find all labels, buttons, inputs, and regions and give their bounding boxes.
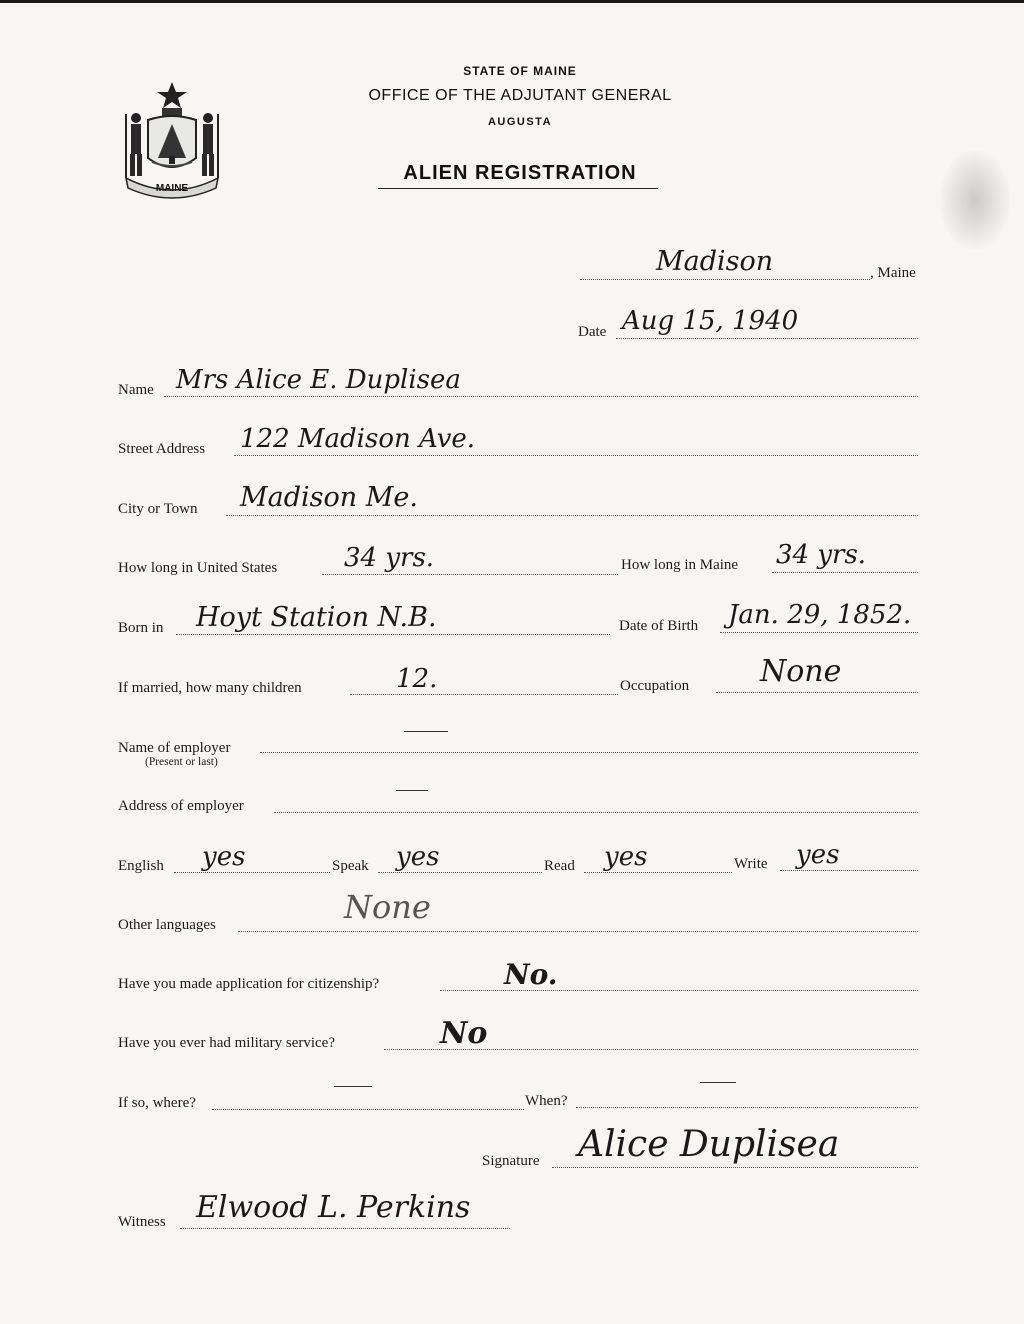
speak-label: Speak <box>332 858 369 874</box>
date-label: Date <box>578 324 607 340</box>
where-line <box>212 1109 524 1110</box>
witness-value: Elwood L. Perkins <box>196 1190 471 1225</box>
occupation-line <box>716 692 918 693</box>
dob-label: Date of Birth <box>619 618 699 634</box>
citizenship-value: No. <box>504 958 558 991</box>
employer-sublabel: (Present or last) <box>145 756 218 768</box>
street-label: Street Address <box>118 441 206 457</box>
signature-label: Signature <box>482 1153 540 1169</box>
where-label: If so, where? <box>118 1095 196 1111</box>
maine-line <box>772 572 918 573</box>
english-line <box>174 872 330 873</box>
us-label: How long in United States <box>118 560 278 576</box>
employer-value-mark <box>404 731 448 732</box>
when-label: When? <box>525 1093 568 1109</box>
read-value: yes <box>604 842 648 872</box>
maine-label: How long in Maine <box>621 557 739 573</box>
signature-value: Alice Duplisea <box>578 1124 840 1165</box>
occupation-value: None <box>760 654 842 689</box>
english-value: yes <box>202 842 246 872</box>
other-lang-value: None <box>344 888 431 926</box>
witness-label: Witness <box>118 1214 166 1230</box>
top-border <box>0 0 1024 3</box>
signature-line <box>552 1167 918 1168</box>
place-value: Madison <box>656 246 774 277</box>
born-label: Born in <box>118 620 164 636</box>
state-seal-icon <box>118 78 226 200</box>
write-value: yes <box>796 840 840 870</box>
military-value: No <box>440 1016 488 1051</box>
place-suffix: , Maine <box>870 265 916 281</box>
speak-value: yes <box>396 842 440 872</box>
title-underline <box>378 188 658 189</box>
born-line <box>176 634 610 635</box>
date-value: Aug 15, 1940 <box>622 306 799 336</box>
us-value: 34 yrs. <box>344 543 435 573</box>
when-line <box>576 1107 918 1108</box>
us-line <box>322 574 618 575</box>
seal-text: MAINE <box>155 183 189 194</box>
children-label: If married, how many children <box>118 680 302 696</box>
city-label: City or Town <box>118 501 198 517</box>
children-value: 12. <box>396 664 438 694</box>
place-line <box>580 279 870 280</box>
write-label: Write <box>734 856 768 872</box>
occupation-label: Occupation <box>620 678 690 694</box>
paper-stain <box>940 150 1010 250</box>
children-line <box>350 694 618 695</box>
read-line <box>584 872 732 873</box>
dob-line <box>720 632 918 633</box>
other-lang-label: Other languages <box>118 917 216 933</box>
write-line <box>780 870 918 871</box>
name-value: Mrs Alice E. Duplisea <box>176 365 461 395</box>
where-value-mark <box>334 1086 372 1087</box>
employer-line <box>260 752 918 753</box>
emp-addr-line <box>274 812 918 813</box>
born-value: Hoyt Station N.B. <box>196 602 437 633</box>
date-line <box>616 338 918 339</box>
form-title: ALIEN REGISTRATION <box>403 162 637 184</box>
employer-label: Name of employer <box>118 740 231 756</box>
witness-line <box>180 1228 510 1229</box>
emp-addr-label: Address of employer <box>118 798 244 814</box>
when-value-mark <box>700 1082 736 1083</box>
military-label: Have you ever had military service? <box>118 1035 335 1051</box>
header-city: AUGUSTA <box>487 116 553 128</box>
street-value: 122 Madison Ave. <box>240 424 476 454</box>
street-line <box>234 455 918 456</box>
emp-addr-value-mark <box>396 790 428 791</box>
english-label: English <box>118 858 164 874</box>
name-label: Name <box>118 382 154 398</box>
other-lang-line <box>238 931 918 932</box>
citizenship-label: Have you made application for citizenship? <box>118 976 380 992</box>
dob-value: Jan. 29, 1852. <box>728 600 912 630</box>
header-state: STATE OF MAINE <box>463 64 577 78</box>
city-line <box>226 515 918 516</box>
name-line <box>164 396 918 397</box>
speak-line <box>378 872 542 873</box>
maine-value: 34 yrs. <box>776 540 867 570</box>
city-value: Madison Me. <box>240 482 418 513</box>
read-label: Read <box>544 858 575 874</box>
header-office: OFFICE OF THE ADJUTANT GENERAL <box>368 87 672 104</box>
